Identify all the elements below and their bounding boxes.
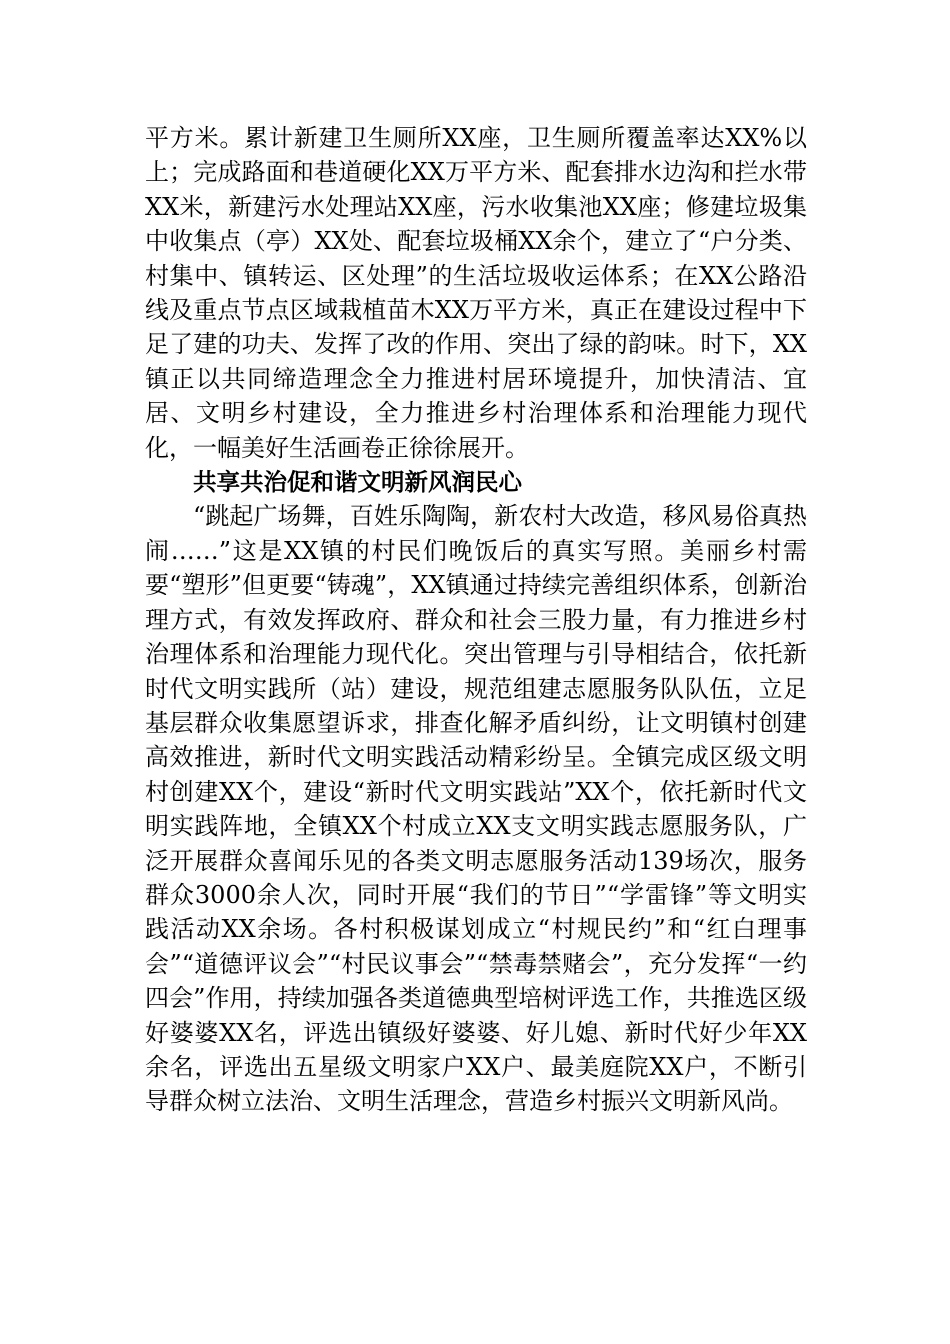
- paragraph-continuation: 平方米。累计新建卫生厕所XX座，卫生厕所覆盖率达XX%以上；完成路面和巷道硬化XX万平方米、配套排水边沟和拦水带XX米，新建污水处理站XX座，污水收集池XX座；修建垃圾集中收集点（亭）XX处、配套垃圾桶XX余个，建立了“户分类、村集中、镇转运、区处理”的生活垃圾收运体系；在XX公路沿线及重点节点区域栽植苗木XX万平方米，真正在建设过程中下足了建的功夫、发挥了改的作用、突出了绿的韵味。时下，XX镇正以共同缔造理念全力推进村居环境提升，加快清洁、宜居、文明乡村建设，全力推进乡村治理体系和治理能力现代化，一幅美好生活画卷正徐徐展开。: [145, 124, 807, 462]
- paragraph-body: “跳起广场舞，百姓乐陶陶，新农村大改造，移风易俗真热闹……”这是XX镇的村民们晚饭后的真实写照。美丽乡村需要“塑形”但更要“铸魂”，XX镇通过持续完善组织体系，创新治理方式，有效发挥政府、群众和社会三股力量，有力推进乡村治理体系和治理能力现代化。突出管理与引导相结合，依托新时代文明实践所（站）建设，规范组建志愿服务队队伍，立足基层群众收集愿望诉求，排查化解矛盾纠纷，让文明镇村创建高效推进，新时代文明实践活动精彩纷呈。全镇完成区级文明村创建XX个，建设“新时代文明实践站”XX个，依托新时代文明实践阵地，全镇XX个村成立XX支文明实践志愿服务队，广泛开展群众喜闻乐见的各类文明志愿服务活动139场次，服务群众3000余人次，同时开展“我们的节日”“学雷锋”等文明实践活动XX余场。各村积极谋划成立“村规民约”和“红白理事会”“道德评议会”“村民议事会”“禁毒禁赌会”，充分发挥“一约四会”作用，持续加强各类道德典型培树评选工作，共推选区级好婆婆XX名，评选出镇级好婆婆、好儿媳、新时代好少年XX余名，评选出五星级文明家户XX户、最美庭院XX户，不断引导群众树立法治、文明生活理念，营造乡村振兴文明新风尚。: [145, 502, 807, 1116]
- document-body: [145, 121, 807, 1119]
- section-heading: 共享共治促和谐文明新风润民心: [193, 468, 522, 497]
